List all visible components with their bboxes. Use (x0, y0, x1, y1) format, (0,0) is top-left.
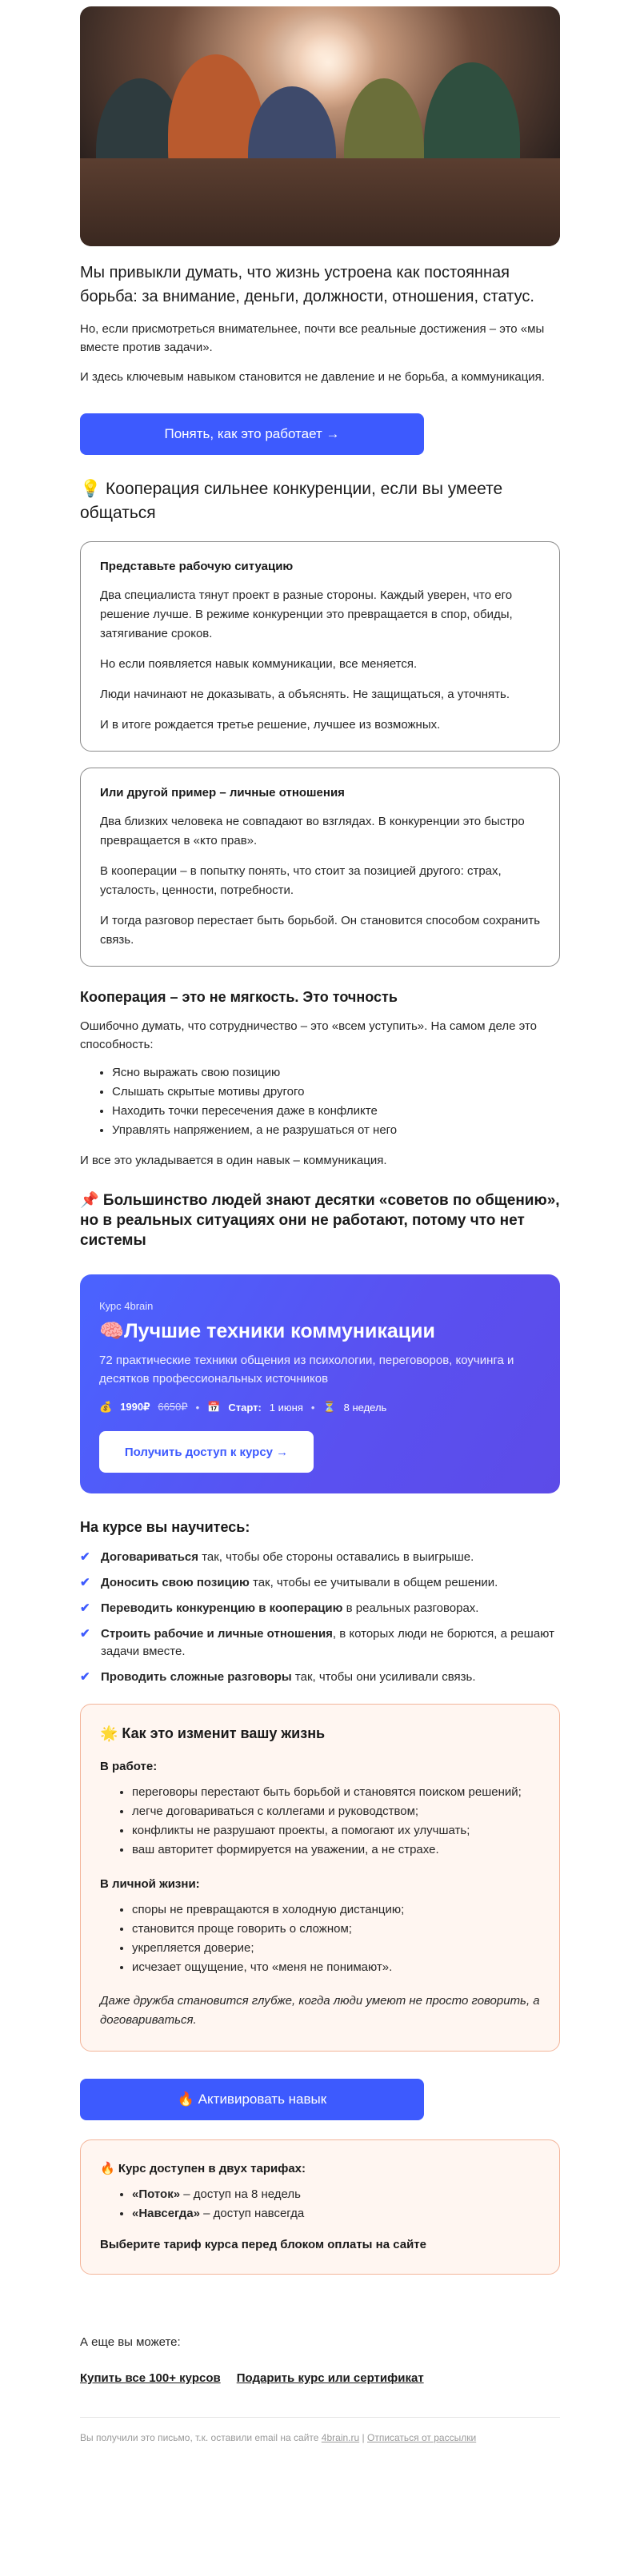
get-access-button[interactable]: Получить доступ к курсу → (99, 1431, 314, 1473)
list-item: • укрепляется доверие; (132, 1939, 540, 1958)
check-icon: ✔ (80, 1576, 90, 1589)
list-item: • споры не превращаются в холодную дистанцию; (132, 1900, 540, 1920)
also-label: А еще вы можете: (80, 2335, 181, 2349)
list-item (80, 1549, 560, 1566)
learn-bold: Доносить свою позицию (101, 1576, 250, 1589)
ability-list (80, 1063, 560, 1140)
course-duration: 8 недель (343, 1401, 387, 1414)
intro-paragraph: Но, если присмотреться внимательнее, почти все реальные достижения – это «мы вместе против задачи». (80, 322, 545, 354)
personal-relations-card (80, 768, 560, 967)
course-meta (99, 1401, 541, 1414)
card-title: Или другой пример – личные отношения (100, 786, 345, 800)
tariff-name: «Навсегда» (132, 2207, 200, 2220)
list-item (80, 1625, 560, 1661)
tariff-text: – доступ на 8 недель (180, 2187, 301, 2201)
buy-all-courses-link[interactable]: Купить все 100+ курсов (80, 2371, 221, 2385)
footer-links (80, 2371, 560, 2385)
list-item: • Ясно выражать свою позицию (112, 1063, 560, 1083)
card-title: Представьте рабочую ситуацию (100, 560, 294, 573)
precision-paragraph: Ошибочно думать, что сотрудничество – это «всем уступить». На самом деле это способность: (80, 1019, 538, 1051)
tariff-text: – доступ навсегда (199, 2207, 305, 2220)
list-item: • Управлять напряжением, а не разрушаться от него (112, 1121, 560, 1140)
card-paragraph: Два специалиста тянут проект в разные стороны. Каждый уверен, что его решение лучше. В режиме конкуренции это превращается в спор, обиды, затягивание сроков. (100, 588, 513, 640)
course-price: 1990₽ (120, 1401, 150, 1413)
work-list (100, 1783, 540, 1860)
start-label: Старт: (228, 1401, 262, 1414)
tariffs-note: Выберите тариф курса перед блоком оплаты на сайте (100, 2238, 426, 2251)
list-item: • легче договариваться с коллегами и руководством; (132, 1802, 540, 1821)
learn-bold: Строить рабочие и личные отношения (101, 1627, 333, 1641)
card-paragraph: И тогда разговор перестает быть борьбой. Он становится способом сохранить связь. (100, 914, 541, 947)
tariffs-title: 🔥 Курс доступен в двух тарифах: (100, 2162, 306, 2175)
list-item: • Слышать скрытые мотивы другого (112, 1083, 560, 1102)
list-item: • исчезает ощущение, что «меня не понимают». (132, 1958, 540, 1977)
legal-text: Вы получили это письмо, т.к. оставили email на сайте (80, 2432, 319, 2443)
check-icon: ✔ (80, 1601, 90, 1615)
course-kicker: Курс 4brain (99, 1300, 154, 1312)
card-paragraph: И в итоге рождается третье решение, лучшее из возможных. (100, 718, 441, 732)
learn-text: так, чтобы обе стороны оставались в выигрыше. (198, 1550, 474, 1564)
meta-separator: • (195, 1401, 200, 1414)
list-item: • конфликты не разрушают проекты, а помогают их улучшать; (132, 1821, 540, 1840)
course-title: 🧠Лучшие техники коммуникации (99, 1320, 435, 1342)
calendar-icon: 📅 (207, 1401, 221, 1413)
understand-button[interactable]: Понять, как это работает → (80, 413, 424, 455)
check-icon: ✔ (80, 1670, 90, 1684)
list-item: • ваш авторитет формируется на уважении, а не страхе. (132, 1840, 540, 1860)
site-link[interactable]: 4brain.ru (321, 2432, 360, 2443)
list-item (132, 2204, 540, 2223)
life-change-card (80, 1704, 560, 2052)
precision-paragraph: И все это укладывается в один навык – коммуникация. (80, 1154, 387, 1167)
hourglass-icon: ⏳ (322, 1401, 336, 1413)
card-paragraph: В кооперации – в попытку понять, что стоит за позицией другого: страх, усталость, ценности, потребности. (100, 864, 502, 897)
tariffs-list (100, 2185, 540, 2223)
unsubscribe-link[interactable]: Отписаться от рассылки (366, 2432, 477, 2443)
email-body (80, 6, 560, 2443)
learn-title: На курсе вы научитесь: (80, 1519, 250, 1535)
meta-separator: • (310, 1401, 315, 1414)
change-note: Даже дружба становится глубже, когда люди умеют не просто говорить, а договариваться. (100, 1994, 540, 2027)
footer-legal (80, 2432, 560, 2443)
footer-divider (80, 2417, 560, 2418)
advice-heading: 📌 Большинство людей знают десятки «советов по общению», но в реальных ситуациях они не работают, потому что нет системы (80, 1192, 560, 1249)
card-paragraph: Но если появляется навык коммуникации, все меняется. (100, 657, 418, 671)
learn-text: так, чтобы они усиливали связь. (291, 1670, 476, 1684)
list-item (80, 1669, 560, 1686)
legal-separator: | (362, 2432, 365, 2443)
learn-list (80, 1549, 560, 1686)
list-item (132, 2185, 540, 2204)
list-item (80, 1574, 560, 1592)
card-paragraph: Два близких человека не совпадают во взглядах. В конкуренции это быстро превращается в «кто прав». (100, 815, 525, 847)
learn-text: так, чтобы ее учитывали в общем решении. (249, 1576, 498, 1589)
work-label: В работе: (100, 1760, 158, 1773)
activate-skill-button[interactable]: 🔥 Активировать навык (80, 2079, 424, 2120)
intro-lead: Мы привыкли думать, что жизнь устроена как постоянная борьба: за внимание, деньги, должности, отношения, статус. (80, 264, 534, 305)
coop-heading: 💡 Кооперация сильнее конкуренции, если вы умеете общаться (80, 480, 503, 522)
list-item (80, 1600, 560, 1617)
check-icon: ✔ (80, 1550, 90, 1564)
learn-bold: Проводить сложные разговоры (101, 1670, 292, 1684)
learn-bold: Переводить конкуренцию в кооперацию (101, 1601, 343, 1615)
learn-text: , в которых люди не борются, а решают задачи вместе. (101, 1627, 554, 1658)
life-label: В личной жизни: (100, 1877, 200, 1891)
learn-bold: Договариваться (101, 1550, 199, 1564)
life-list (100, 1900, 540, 1977)
tariffs-card (80, 2139, 560, 2275)
intro-paragraph: И здесь ключевым навыком становится не давление и не борьба, а коммуникация. (80, 370, 545, 384)
list-item: • становится проще говорить о сложном; (132, 1920, 540, 1939)
list-item: • Находить точки пересечения даже в конфликте (112, 1102, 560, 1121)
change-title: 🌟 Как это изменит вашу жизнь (100, 1725, 326, 1741)
start-value: 1 июня (269, 1401, 303, 1414)
check-icon: ✔ (80, 1627, 90, 1641)
hero-table (80, 158, 560, 246)
precision-title: Кооперация – это не мягкость. Это точность (80, 989, 398, 1005)
course-promo-card (80, 1274, 560, 1493)
hero-image (80, 6, 560, 246)
gift-course-link[interactable]: Подарить курс или сертификат (236, 2371, 424, 2385)
price-icon: 💰 (99, 1401, 113, 1413)
course-old-price: 6650₽ (158, 1401, 188, 1413)
tariff-name: «Поток» (132, 2187, 181, 2201)
card-paragraph: Люди начинают не доказывать, а объяснять. Не защищаться, а уточнять. (100, 688, 510, 701)
course-description: 72 практические техники общения из психологии, переговоров, коучинга и десятков профессиональных источников (99, 1354, 514, 1386)
work-situation-card (80, 541, 560, 752)
list-item: • переговоры перестают быть борьбой и становятся поиском решений; (132, 1783, 540, 1802)
learn-text: в реальных разговорах. (342, 1601, 479, 1615)
